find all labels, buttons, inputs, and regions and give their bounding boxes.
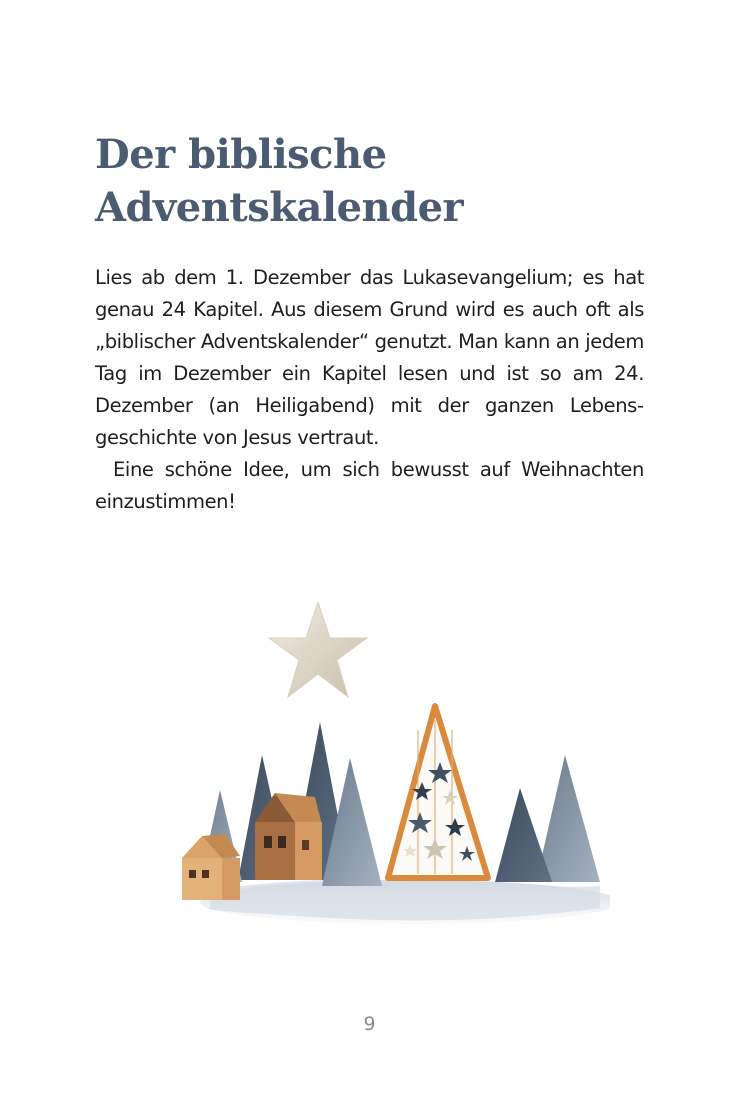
paragraph-2: Eine schöne Idee, um sich bewusst auf Weihnachten einzustimmen! <box>95 458 644 513</box>
top-star <box>269 602 367 697</box>
house-small <box>182 834 240 900</box>
body-text <box>95 262 644 518</box>
page-number: 9 <box>363 1013 376 1035</box>
paragraph-1: Lies ab dem 1. Dezember das Lukasevangelium; es hat genau 24 Kapitel. Aus diesem Grund wird es auch oft als „biblischer Adventskalender“ genutzt. Man kann an jedem Tag im Dezember ein Kapitel lesen und ist so am 24. Dezember (an Heiligabend) mit der ganzen Lebensgeschichte von Jesus vertraut. <box>95 266 644 449</box>
tree <box>495 788 552 882</box>
tree <box>536 755 600 882</box>
title-line-2: Adventskalender <box>95 184 464 231</box>
title-line-1: Der biblische <box>95 131 387 178</box>
winter-village-illustration <box>170 590 610 935</box>
page-title <box>95 128 655 234</box>
